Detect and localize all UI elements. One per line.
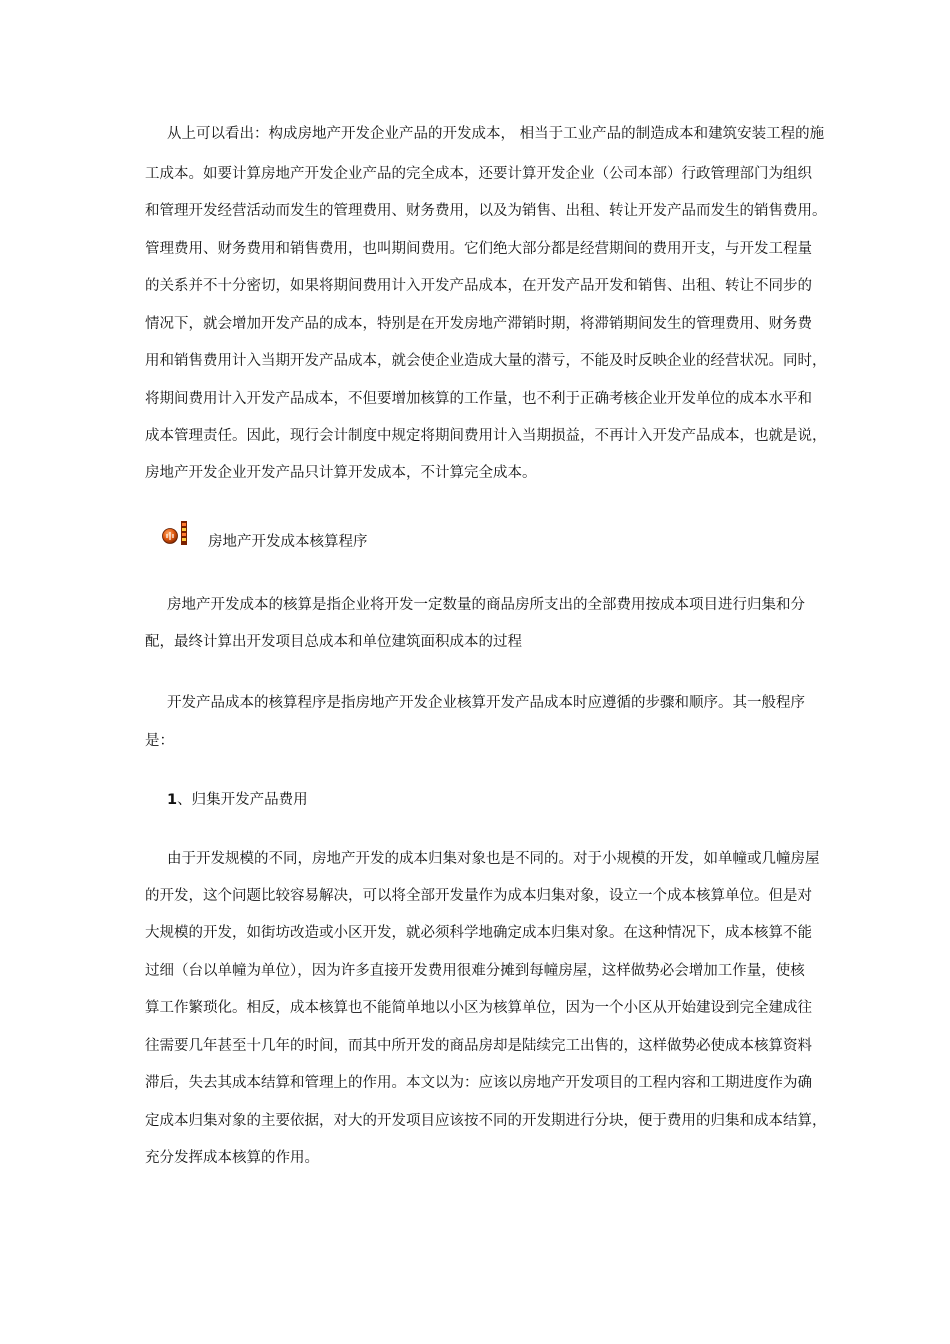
paragraph-line: 配，最终计算出开发项目总成本和单位建筑面积成本的过程 [145,634,522,650]
paragraph-line: 开发产品成本的核算程序是指房地产开发企业核算开发产品成本时应遵循的步骤和顺序。其一般程序 [167,695,805,711]
paragraph-line: 将期间费用计入开发产品成本，不但要增加核算的工作量，也不利于正确考核企业开发单位的成本水平和 [145,391,812,407]
paragraph-line: 充分发挥成本核算的作用。 [145,1150,319,1166]
section-heading-text: 房地产开发成本核算程序 [208,534,368,550]
paragraph-line: 和管理开发经营活动而发生的管理费用、财务费用，以及为销售、出租、转让开发产品而发生的销售费用。 [145,203,827,219]
paragraph-line: 房地产开发企业开发产品只计算开发成本，不计算完全成本。 [145,465,537,481]
paragraph-line: 算工作繁琐化。相反，成本核算也不能简单地以小区为核算单位，因为一个小区从开始建设到完全建成往 [145,1000,812,1016]
paragraph-line: 往需要几年甚至十几年的时间，而其中所开发的商品房却是陆续完工出售的，这样做势必使成本核算资料 [145,1038,812,1054]
paragraph-line: 的开发，这个问题比较容易解决，可以将全部开发量作为成本归集对象，设立一个成本核算单位。但是对 [145,888,812,904]
paragraph-line: 情况下，就会增加开发产品的成本，特别是在开发房地产滞销时期，将滞销期间发生的管理费用、财务费 [145,316,812,332]
paragraph-line: 过细（台以单幢为单位），因为许多直接开发费用很难分摊到每幢房屋，这样做势必会增加工作量，使核 [145,963,805,979]
paragraph-line: 成本管理责任。因此，现行会计制度中规定将期间费用计入当期损益，不再计入开发产品成本，也就是说， [145,428,827,444]
paragraph-line: 用和销售费用计入当期开发产品成本，就会使企业造成大量的潜亏，不能及时反映企业的经营状况。同时， [145,353,827,369]
paragraph-line: 房地产开发成本的核算是指企业将开发一定数量的商品房所支出的全部费用按成本项目进行归集和分 [167,597,805,613]
list-item-text: 、归集开发产品费用 [177,792,308,808]
paragraph-line: 定成本归集对象的主要依据，对大的开发项目应该按不同的开发期进行分块，便于费用的归集和成本结算， [145,1113,827,1129]
list-item-number: 1 [167,792,178,808]
list-item-1 [167,790,308,810]
paragraph-line: 从上可以看出：构成房地产开发企业产品的开发成本， 相当于工业产品的制造成本和建筑安装工程的施 [167,126,825,142]
paragraph-line: 管理费用、财务费用和销售费用，也叫期间费用。它们绝大部分都是经营期间的费用开支，与开发工程量 [145,241,812,257]
speaker-bullet-icon [161,520,193,546]
paragraph-line: 工成本。如要计算房地产开发企业产品的完全成本，还要计算开发企业（公司本部）行政管理部门为组织 [145,166,812,182]
paragraph-line: 的关系并不十分密切，如果将期间费用计入开发产品成本，在开发产品开发和销售、出租、转让不同步的 [145,278,812,294]
paragraph-line: 大规模的开发，如街坊改造或小区开发，就必须科学地确定成本归集对象。在这种情况下，成本核算不能 [145,925,812,941]
paragraph-line: 滞后，失去其成本结算和管理上的作用。本文以为：应该以房地产开发项目的工程内容和工期进度作为确 [145,1075,812,1091]
paragraph-line: 由于开发规模的不同，房地产开发的成本归集对象也是不同的。对于小规模的开发，如单幢或几幢房屋 [167,851,820,867]
paragraph-line: 是： [145,733,174,749]
